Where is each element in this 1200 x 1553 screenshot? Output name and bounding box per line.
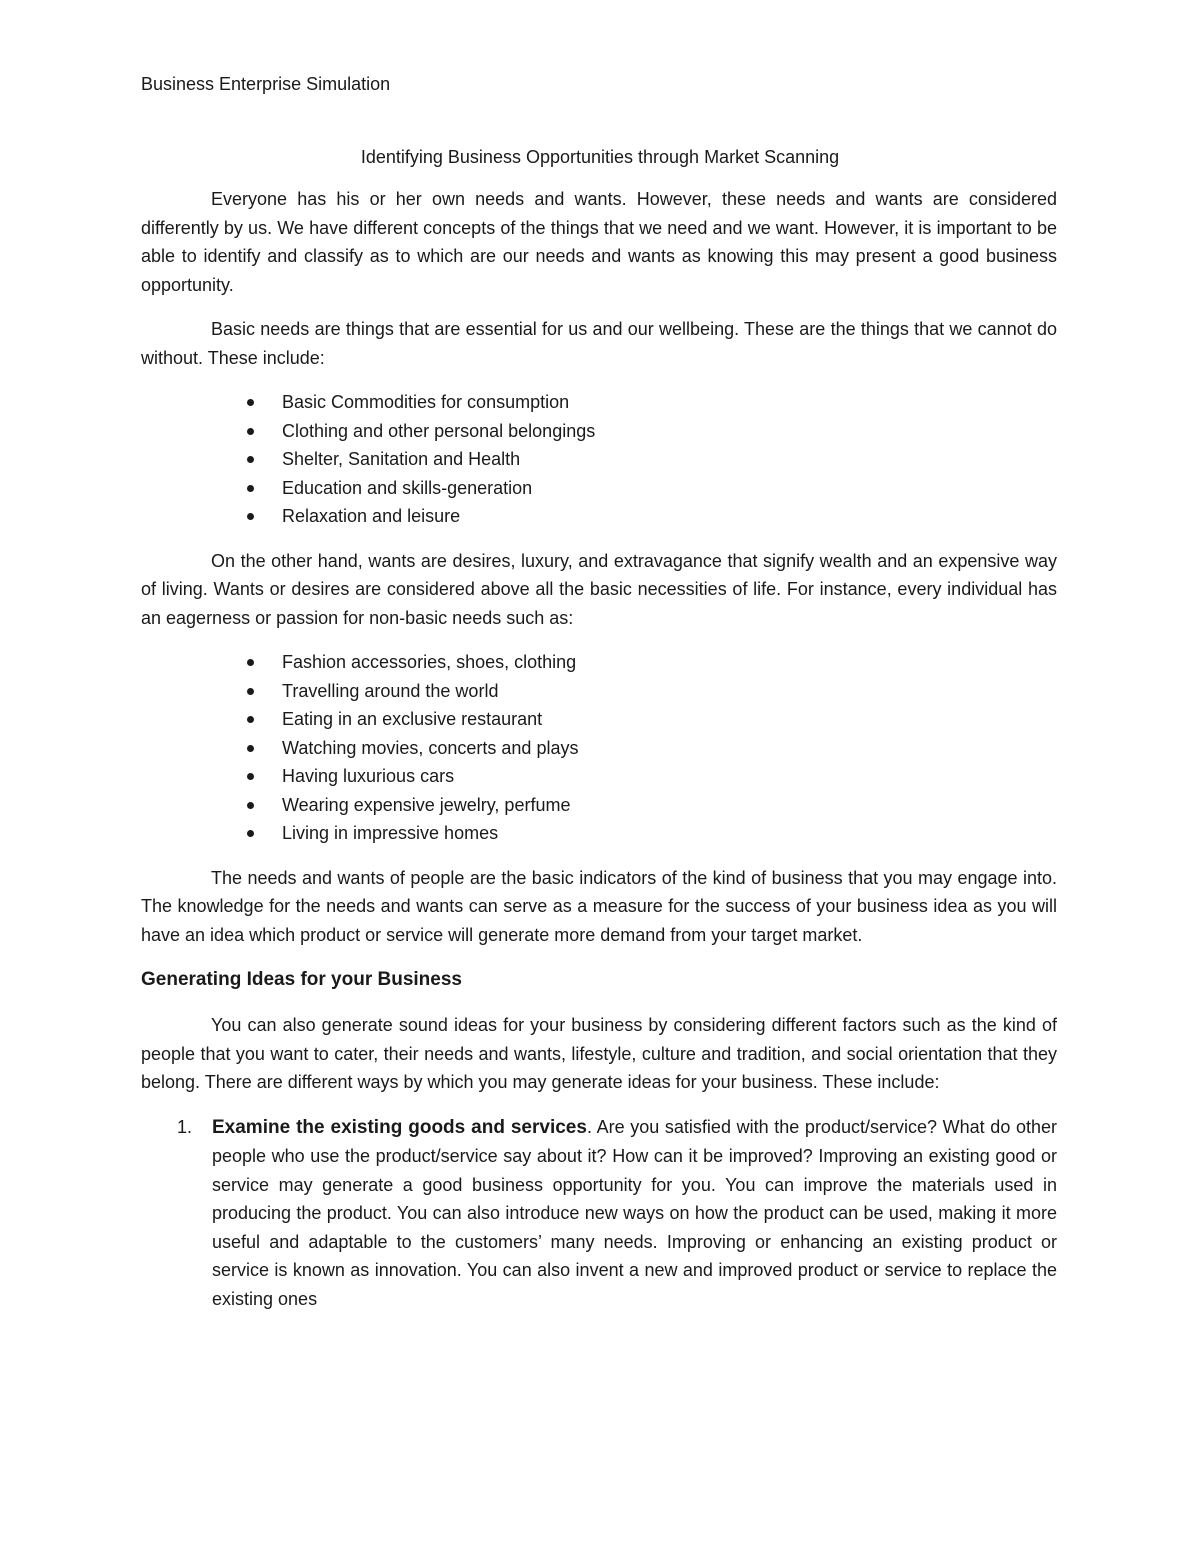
list-item bbox=[141, 677, 1057, 706]
list-item bbox=[141, 819, 1057, 848]
list-item-lead: Examine the existing goods and services bbox=[212, 1116, 587, 1138]
page-header: Business Enterprise Simulation bbox=[141, 74, 391, 94]
wants-list bbox=[141, 648, 1057, 848]
document-title: Identifying Business Opportunities through Market Scanning bbox=[360, 147, 840, 167]
paragraph-basic-needs: Basic needs are things that are essential for us and our wellbeing. These are the things that we cannot do without. These include: bbox=[141, 319, 1057, 368]
list-item bbox=[141, 791, 1057, 820]
section-heading: Generating Ideas for your Business bbox=[141, 969, 462, 990]
list-item-text: Having luxurious cars bbox=[282, 766, 455, 786]
list-item-number: 1. bbox=[177, 1116, 193, 1137]
ideas-numbered-list bbox=[141, 1113, 1057, 1314]
list-item bbox=[141, 1113, 1057, 1314]
list-item-text: Basic Commodities for consumption bbox=[282, 392, 570, 412]
list-item bbox=[141, 648, 1057, 677]
list-item bbox=[141, 502, 1057, 531]
list-item-text: Relaxation and leisure bbox=[282, 506, 461, 526]
list-item bbox=[141, 762, 1057, 791]
list-item-text: Clothing and other personal belongings bbox=[282, 420, 596, 441]
bullet-icon bbox=[247, 688, 254, 695]
bullet-icon bbox=[247, 399, 254, 406]
bullet-icon bbox=[247, 513, 254, 520]
bullet-icon bbox=[247, 716, 254, 723]
list-item-text: Education and skills-generation bbox=[282, 477, 533, 498]
list-item-text: Travelling around the world bbox=[282, 680, 499, 701]
bullet-icon bbox=[247, 456, 254, 463]
paragraph-needs-wants-intro: Everyone has his or her own needs and wants. However, these needs and wants are considered differently by us. We have different concepts of the things that we need and we want. However, it is important to be able to identify and classify as to which are our needs and wants as knowing this may present a good business opportunity. bbox=[141, 189, 1057, 295]
list-item-text: Watching movies, concerts and plays bbox=[282, 737, 579, 758]
paragraph-wants: On the other hand, wants are desires, luxury, and extravagance that signify wealth and an expensive way of living. Wants or desires are considered above all the basic necessities of life. For instance, every individual has an eagerness or passion for non-basic needs such as: bbox=[141, 550, 1057, 628]
document-body bbox=[141, 185, 1057, 1313]
bullet-icon bbox=[247, 802, 254, 809]
list-item-text: Wearing expensive jewelry, perfume bbox=[282, 794, 571, 815]
list-item bbox=[141, 705, 1057, 734]
list-item bbox=[141, 388, 1057, 417]
bullet-icon bbox=[247, 773, 254, 780]
paragraph-generate-ideas: You can also generate sound ideas for your business by considering different factors such as the kind of people that you want to cater, their needs and wants, lifestyle, culture and tradition, and social orientation that they belong. There are different ways by which you may generate ideas for your business. These include: bbox=[141, 1015, 1057, 1092]
bullet-icon bbox=[247, 485, 254, 492]
list-item bbox=[141, 417, 1057, 446]
bullet-icon bbox=[247, 830, 254, 837]
paragraph-indicators: The needs and wants of people are the basic indicators of the kind of business that you may engage into. The knowledge for the needs and wants can serve as a measure for the success of your business idea as you will have an idea which product or service will generate more demand from your target market. bbox=[141, 867, 1057, 945]
bullet-icon bbox=[247, 428, 254, 435]
list-item bbox=[141, 734, 1057, 763]
bullet-icon bbox=[247, 659, 254, 666]
list-item bbox=[141, 474, 1057, 503]
list-item-text: . Are you satisfied with the product/service? What do other people who use the product/service say about it? How can it be improved? Improving an existing good or service may generate a good business opportunity for you. You can improve the materials used in producing the product. You can also introduce new ways on how the product can be used, making it more useful and adaptable to the customers’ many needs. Improving or enhancing an existing product or service is known as innovation. You can also invent a new and improved product or service to replace the existing ones bbox=[212, 1116, 1058, 1309]
list-item-text: Living in impressive homes bbox=[282, 823, 499, 843]
basic-needs-list bbox=[141, 388, 1057, 531]
list-item-text: Shelter, Sanitation and Health bbox=[282, 449, 521, 469]
list-item-text: Eating in an exclusive restaurant bbox=[282, 709, 543, 729]
list-item bbox=[141, 445, 1057, 474]
bullet-icon bbox=[247, 745, 254, 752]
list-item-text: Fashion accessories, shoes, clothing bbox=[282, 652, 577, 672]
